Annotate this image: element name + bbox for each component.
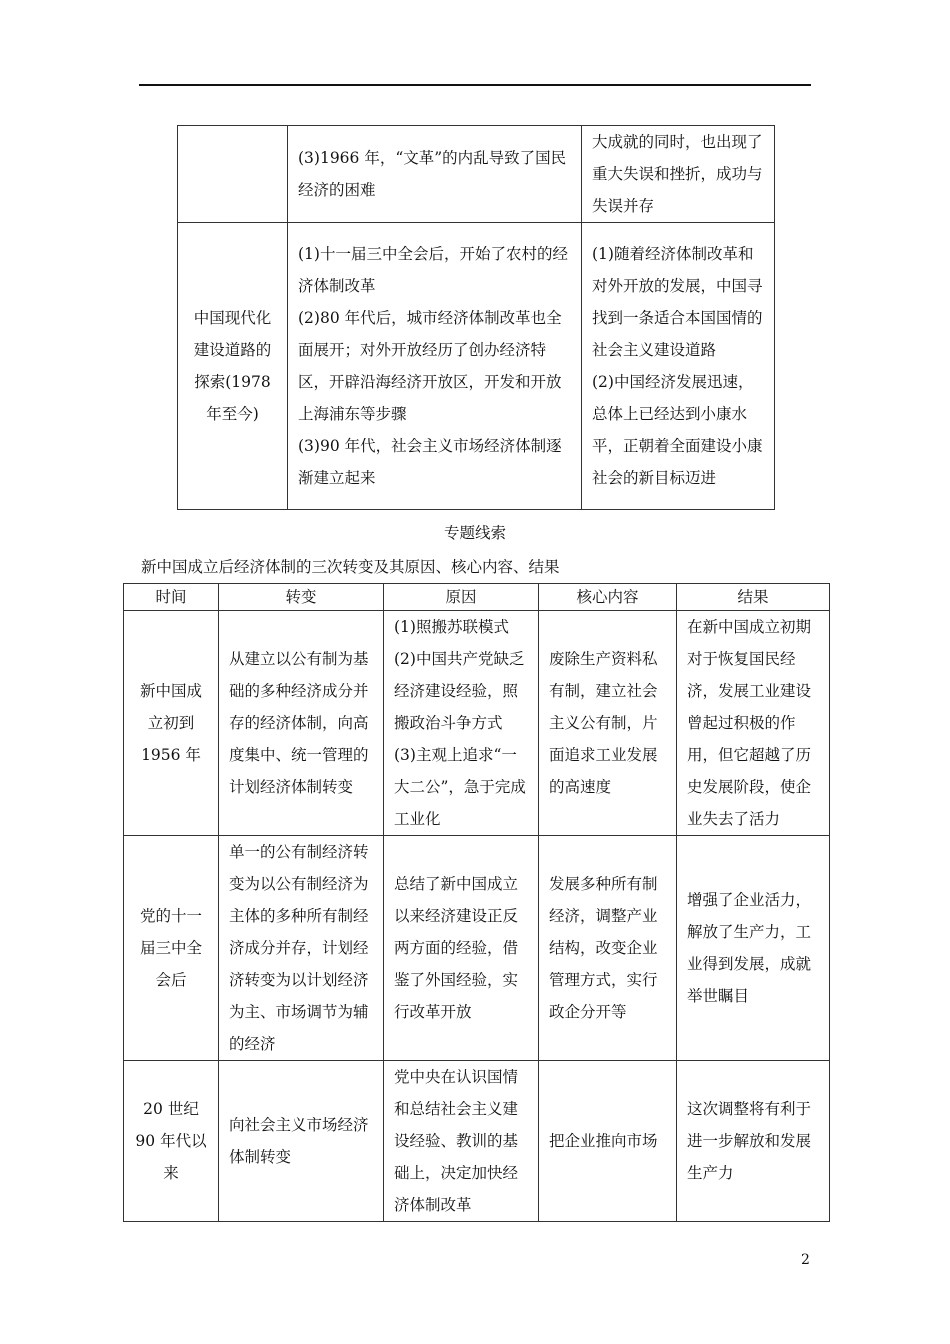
results-cell bbox=[582, 126, 775, 223]
reason-cell bbox=[384, 611, 539, 836]
time-cell: 20 世纪 90 年代以来 bbox=[124, 1061, 219, 1222]
reason-cell bbox=[384, 836, 539, 1061]
result-item: (1)随着经济体制改革和对外开放的发展，中国寻找到一条适合本国国情的社会主义建设道路 bbox=[592, 245, 763, 359]
core-cell: 废除生产资料私有制，建立社会主义公有制，片面追求工业发展的高速度 bbox=[539, 611, 677, 836]
time-cell: 新中国成立初到1956 年 bbox=[124, 611, 219, 836]
column-header: 时间 bbox=[124, 584, 219, 611]
core-cell: 把企业推向市场 bbox=[539, 1061, 677, 1222]
intro-text: 新中国成立后经济体制的三次转变及其原因、核心内容、结果 bbox=[141, 558, 560, 576]
reason-item: (1)照搬苏联模式 bbox=[394, 618, 509, 636]
change-cell: 向社会主义市场经济体制转变 bbox=[219, 1061, 384, 1222]
reason-cell bbox=[384, 1061, 539, 1222]
core-cell: 发展多种所有制经济，调整产业结构，改变企业管理方式，实行政企分开等 bbox=[539, 836, 677, 1061]
event-item: (2)80 年代后，城市经济体制改革也全面展开；对外开放经历了创办经济特区，开辟沿海经济开放区，开发和开放上海浦东等步骤 bbox=[298, 309, 562, 423]
time-cell: 党的十一届三中全会后 bbox=[124, 836, 219, 1061]
change-cell: 从建立以公有制为基础的多种经济成分并存的经济体制，向高度集中、统一管理的计划经济体制转变 bbox=[219, 611, 384, 836]
reform-table bbox=[123, 583, 830, 1222]
page-number: 2 bbox=[801, 1252, 810, 1268]
table-row bbox=[178, 126, 775, 223]
reason-item: 总结了新中国成立以来经济建设正反两方面的经验，借鉴了外国经验，实行改革开放 bbox=[394, 875, 519, 1021]
period-cell bbox=[178, 126, 288, 223]
column-header: 转变 bbox=[219, 584, 384, 611]
table-header-row bbox=[124, 584, 830, 611]
events-cell bbox=[288, 223, 582, 510]
result-cell: 增强了企业活力，解放了生产力，工业得到发展，成就举世瞩目 bbox=[677, 836, 830, 1061]
period-cell: 中国现代化建设道路的探索(1978 年至今) bbox=[178, 223, 288, 510]
column-header: 结果 bbox=[677, 584, 830, 611]
table-row bbox=[124, 611, 830, 836]
change-cell: 单一的公有制经济转变为以公有制经济为主体的多种所有制经济成分并存，计划经济转变为以计划经济为主、市场调节为辅的经济 bbox=[219, 836, 384, 1061]
table-row bbox=[124, 836, 830, 1061]
column-header: 原因 bbox=[384, 584, 539, 611]
result-item: 大成就的同时，也出现了重大失误和挫折，成功与失误并存 bbox=[592, 133, 763, 215]
results-cell bbox=[582, 223, 775, 510]
header-rule bbox=[139, 84, 811, 86]
event-item: (3)1966 年，“文革”的内乱导致了国民经济的困难 bbox=[298, 149, 567, 199]
result-cell: 这次调整将有利于进一步解放和发展生产力 bbox=[677, 1061, 830, 1222]
result-item: (2)中国经济发展迅速，总体上已经达到小康水平，正朝着全面建设小康社会的新目标迈进 bbox=[592, 373, 763, 487]
event-item: (3)90 年代，社会主义市场经济体制逐渐建立起来 bbox=[298, 437, 562, 487]
table-row bbox=[178, 223, 775, 510]
events-cell bbox=[288, 126, 582, 223]
section-title: 专题线索 bbox=[443, 524, 506, 542]
event-item: (1)十一届三中全会后，开始了农村的经济体制改革 bbox=[298, 245, 568, 295]
result-cell: 在新中国成立初期对于恢复国民经济，发展工业建设曾起过积极的作用，但它超越了历史发展阶段，使企业失去了活力 bbox=[677, 611, 830, 836]
reason-item: 党中央在认识国情和总结社会主义建设经验、教训的基础上，决定加快经济体制改革 bbox=[394, 1068, 519, 1214]
history-table bbox=[177, 125, 775, 510]
table-row bbox=[124, 1061, 830, 1222]
reason-item: (2)中国共产党缺乏经济建设经验，照搬政治斗争方式 bbox=[394, 650, 525, 732]
column-header: 核心内容 bbox=[539, 584, 677, 611]
reason-item: (3)主观上追求“一大二公”，急于完成工业化 bbox=[394, 746, 526, 828]
